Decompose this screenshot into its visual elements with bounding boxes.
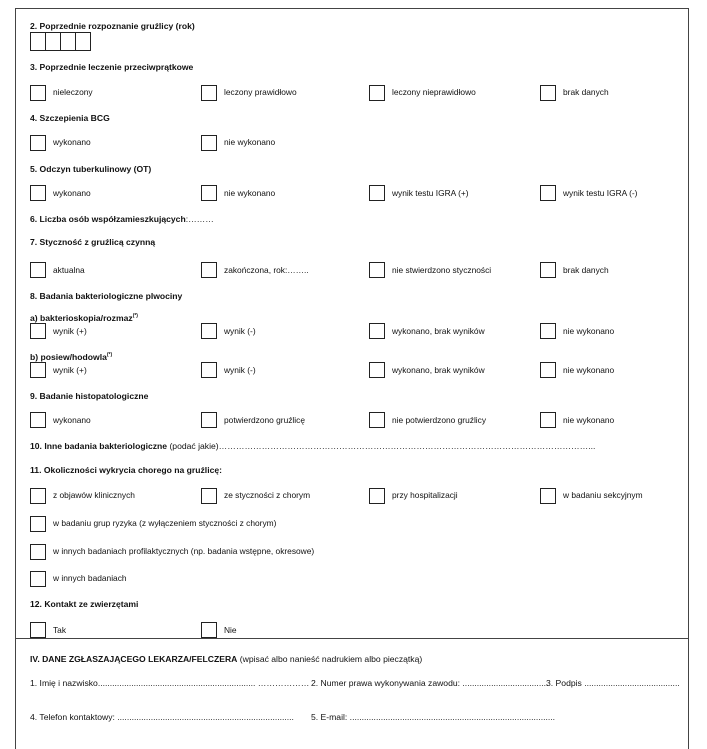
option-label: wynik (-) [224, 365, 256, 375]
option-label: przy hospitalizacji [392, 490, 458, 500]
option-label: aktualna [53, 265, 85, 275]
checkbox-histo-wykonano[interactable] [30, 412, 46, 428]
section-iv-header [30, 655, 422, 664]
option-label: zakończona, rok:…….. [224, 265, 309, 275]
section-12-title: 12. Kontakt ze zwierzętami [30, 599, 139, 609]
checkbox-leczony-nieprawidlowo[interactable] [369, 85, 385, 101]
checkbox-inne-badania[interactable] [30, 571, 46, 587]
field-license-number[interactable]: 2. Numer prawa wykonywania zawodu: .................................... [311, 678, 549, 688]
checkbox-aktualna[interactable] [30, 262, 46, 278]
option-label: wykonano [53, 188, 91, 198]
section-iv-note: (wpisać albo nanieść nadrukiem albo pieczątką) [237, 654, 423, 664]
option-label: Tak [53, 625, 67, 635]
option-label: nie stwierdzono styczności [392, 265, 492, 275]
checkbox-badanie-sekcyjne[interactable] [540, 488, 556, 504]
checkbox-rozmaz-brak-wynikow[interactable] [369, 323, 385, 339]
checkbox-nie-stwierdzono[interactable] [369, 262, 385, 278]
subsection-8a-title: a) bakterioskopia/rozmaz(*) [30, 313, 138, 323]
option-label: nie wykonano [224, 137, 276, 147]
field-name[interactable]: 1. Imię i nazwisko.................................................................. ……………… [30, 678, 310, 688]
section-3-title: 3. Poprzednie leczenie przeciwprątkowe [30, 62, 194, 72]
checkbox-leczony-prawidlowo[interactable] [201, 85, 217, 101]
checkbox-histo-nie-potwierdzono[interactable] [369, 412, 385, 428]
checkbox-objawy-kliniczne[interactable] [30, 488, 46, 504]
checkbox-posiew-positive[interactable] [30, 362, 46, 378]
option-label: nie wykonano [563, 365, 615, 375]
section-10-title: 10. Inne badania bakteriologiczne [30, 441, 168, 451]
checkbox-badania-profilaktyczne[interactable] [30, 544, 46, 560]
checkbox-stycznosc-z-chorym[interactable] [201, 488, 217, 504]
section-divider [15, 638, 688, 639]
checkbox-rozmaz-nie-wykonano[interactable] [540, 323, 556, 339]
option-label: nie wykonano [563, 415, 615, 425]
section-6-row [30, 215, 214, 224]
section-4-title: 4. Szczepienia BCG [30, 113, 110, 123]
checkbox-igra-negative[interactable] [540, 185, 556, 201]
section-iv-title: IV. DANE ZGŁASZAJĄCEGO LEKARZA/FELCZERA [30, 654, 238, 664]
checkbox-kontakt-tak[interactable] [30, 622, 46, 638]
checkbox-kontakt-nie[interactable] [201, 622, 217, 638]
option-label: wykonano [53, 415, 91, 425]
option-label: nie potwierdzono gruźlicy [392, 415, 487, 425]
option-label: wynik testu IGRA (+) [392, 188, 469, 198]
household-count-field[interactable]: :……… [185, 214, 214, 224]
option-label: leczony nieprawidłowo [392, 87, 476, 97]
option-label: Nie [224, 625, 237, 635]
checkbox-histo-potwierdzono[interactable] [201, 412, 217, 428]
checkbox-nieleczony[interactable] [30, 85, 46, 101]
checkbox-posiew-brak-wynikow[interactable] [369, 362, 385, 378]
section-7-title: 7. Styczność z gruźlicą czynną [30, 237, 156, 247]
checkbox-ot-nie-wykonano[interactable] [201, 185, 217, 201]
option-label: brak danych [563, 87, 609, 97]
option-label: wykonano, brak wyników [392, 326, 485, 336]
checkbox-brak-danych-7[interactable] [540, 262, 556, 278]
checkbox-brak-danych[interactable] [540, 85, 556, 101]
section-11-title: 11. Okoliczności wykrycia chorego na gruźlicę: [30, 465, 222, 475]
field-signature[interactable]: 3. Podpis ........................................ [546, 678, 680, 688]
option-label: nie wykonano [563, 326, 615, 336]
subsection-8b-title: b) posiew/hodowla(*) [30, 352, 113, 362]
option-label: brak danych [563, 265, 609, 275]
option-label: w badaniu grup ryzyka (z wyłączeniem styczności z chorym) [53, 518, 277, 528]
checkbox-zakonczona[interactable] [201, 262, 217, 278]
option-label: w badaniu sekcyjnym [563, 490, 643, 500]
option-label: nie wykonano [224, 188, 276, 198]
field-phone[interactable]: 4. Telefon kontaktowy: .......................................................................... [30, 712, 294, 722]
section-2-title: 2. Poprzednie rozpoznanie gruźlicy (rok) [30, 21, 195, 31]
section-6-title: 6. Liczba osób współzamieszkujących [30, 214, 186, 224]
field-email[interactable]: 5. E-mail: ...................................................................................... [311, 712, 556, 722]
year-input-boxes[interactable] [30, 32, 91, 51]
option-label: potwierdzono gruźlicę [224, 415, 306, 425]
option-label: wynik testu IGRA (-) [563, 188, 638, 198]
checkbox-ot-wykonano[interactable] [30, 185, 46, 201]
other-tests-field[interactable]: …………………………………………………………………………………………………………………... [218, 441, 596, 451]
option-label: wykonano, brak wyników [392, 365, 485, 375]
checkbox-bcg-wykonano[interactable] [30, 135, 46, 151]
section-9-title: 9. Badanie histopatologiczne [30, 391, 149, 401]
section-10-note: (podać jakie) [167, 441, 219, 451]
section-8-title: 8. Badania bakteriologiczne plwociny [30, 291, 183, 301]
checkbox-rozmaz-negative[interactable] [201, 323, 217, 339]
option-label: wykonano [53, 137, 91, 147]
checkbox-posiew-negative[interactable] [201, 362, 217, 378]
checkbox-grupy-ryzyka[interactable] [30, 516, 46, 532]
checkbox-rozmaz-positive[interactable] [30, 323, 46, 339]
option-label: w innych badaniach profilaktycznych (np. badania wstępne, okresowe) [53, 546, 315, 556]
checkbox-posiew-nie-wykonano[interactable] [540, 362, 556, 378]
checkbox-hospitalizacja[interactable] [369, 488, 385, 504]
option-label: wynik (+) [53, 326, 87, 336]
section-5-title: 5. Odczyn tuberkulinowy (OT) [30, 164, 152, 174]
section-10-row [30, 442, 595, 451]
checkbox-histo-nie-wykonano[interactable] [540, 412, 556, 428]
option-label: ze styczności z chorym [224, 490, 311, 500]
option-label: wynik (+) [53, 365, 87, 375]
option-label: w innych badaniach [53, 573, 127, 583]
option-label: wynik (-) [224, 326, 256, 336]
option-label: nieleczony [53, 87, 93, 97]
option-label: leczony prawidłowo [224, 87, 297, 97]
option-label: z objawów klinicznych [53, 490, 135, 500]
checkbox-igra-positive[interactable] [369, 185, 385, 201]
checkbox-bcg-nie-wykonano[interactable] [201, 135, 217, 151]
